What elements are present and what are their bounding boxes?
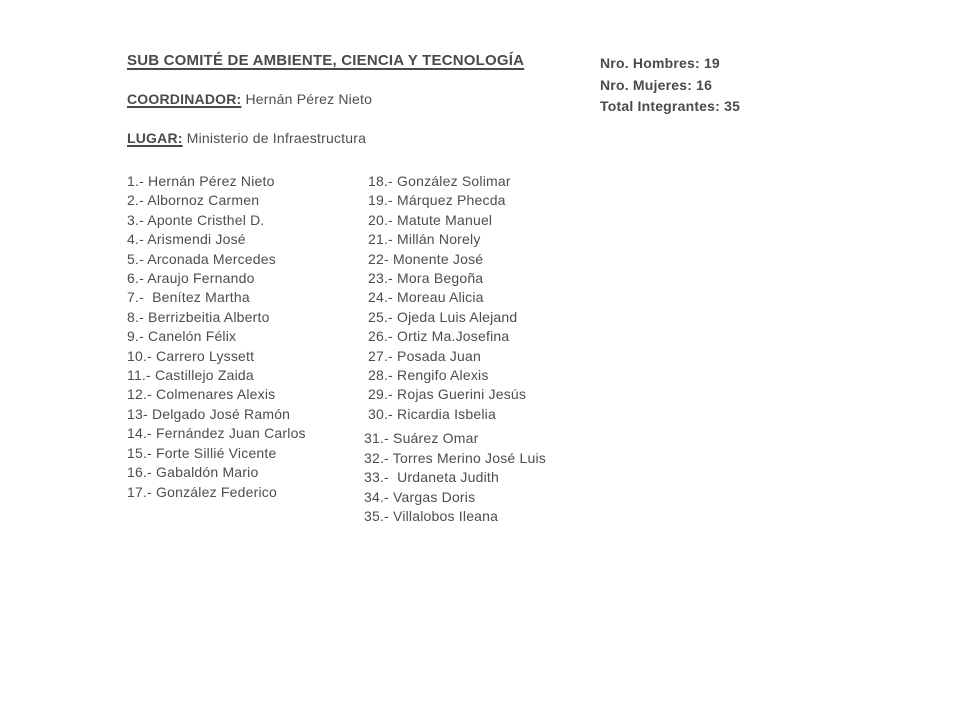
coordinator-label: COORDINADOR: [127, 91, 242, 107]
list-item-number: 11.- [127, 367, 151, 384]
list-item [364, 449, 546, 468]
list-item [127, 444, 306, 463]
stat-hombres-value: 19 [703, 55, 720, 71]
stat-total-value: 35 [724, 98, 741, 115]
list-item-name: Castillejo Zaida [154, 367, 254, 384]
list-item-number: 6.- [127, 270, 144, 287]
list-item-name: Ortiz Ma.Josefina [397, 328, 510, 345]
list-item-number: 17.- [127, 483, 152, 500]
list-item-name: Arismendi José [147, 231, 246, 248]
list-item-name: Carrero Lyssett [156, 347, 255, 364]
list-item-number: 32.- [364, 449, 389, 466]
list-item-number: 16.- [127, 464, 152, 481]
list-item [127, 366, 306, 385]
list-item-number: 15.- [127, 444, 152, 461]
list-item-number: 7.- [127, 289, 144, 306]
list-item-name: Millán Norely [397, 231, 481, 248]
list-item-name: Delgado José Ramón [151, 405, 291, 422]
list-item [127, 463, 306, 482]
list-item-name: Gabaldón Mario [156, 464, 259, 481]
members-column-left [127, 172, 306, 502]
list-item-name: González Federico [156, 483, 277, 500]
list-item-name: Forte Sillié Vicente [156, 444, 277, 461]
list-item-name: Ricardia Isbelia [397, 405, 496, 422]
list-item-number: 29.- [368, 386, 393, 403]
members-column-right [364, 172, 546, 526]
stat-mujeres-label: Nro. Mujeres: [600, 76, 693, 93]
list-item-name: Fernández Juan Carlos [156, 425, 306, 442]
list-item-number: 10.- [127, 347, 152, 364]
list-item-name: Ojeda Luis Alejand [397, 308, 518, 325]
list-item [368, 366, 546, 385]
list-item-name: Villalobos Ileana [393, 507, 499, 524]
list-item [127, 269, 306, 288]
list-item [127, 250, 306, 269]
list-item-number: 4.- [127, 231, 144, 248]
list-item [127, 327, 306, 346]
list-item [368, 211, 546, 230]
list-item [364, 429, 546, 448]
list-item-name: Urdaneta Judith [393, 469, 499, 486]
list-item-number: 33.- [364, 469, 389, 486]
list-item-number: 2.- [127, 192, 144, 209]
location-line [127, 130, 366, 146]
list-item-number: 34.- [364, 488, 389, 505]
list-item [368, 250, 546, 269]
stat-total [600, 96, 740, 118]
list-item-name: González Solimar [397, 173, 511, 189]
list-item [127, 483, 306, 502]
list-item-number: 23.- [368, 270, 393, 287]
list-item [368, 269, 546, 288]
list-item-number: 21.- [368, 231, 393, 248]
stat-total-label: Total Integrantes: [600, 98, 721, 115]
list-item-number: 22- [368, 250, 389, 267]
list-item-number: 24.- [368, 289, 393, 306]
list-item [127, 405, 306, 424]
list-item-number: 3.- [127, 211, 144, 228]
list-item-name: Torres Merino José Luis [392, 449, 546, 466]
stat-mujeres [600, 75, 740, 97]
list-item [127, 308, 306, 327]
list-item-name: Matute Manuel [397, 211, 493, 228]
list-item [364, 488, 546, 507]
list-item-name: Benítez Martha [148, 289, 250, 306]
stat-mujeres-value: 16 [696, 76, 713, 93]
list-item-number: 5.- [127, 250, 144, 267]
list-item [127, 288, 306, 307]
list-item-name: Vargas Doris [393, 488, 476, 505]
list-item [127, 385, 306, 404]
list-item-name: Rojas Guerini Jesús [397, 386, 527, 403]
list-item-name: Aponte Cristhel D. [147, 211, 265, 228]
list-item-name: Mora Begoña [397, 270, 484, 287]
list-item-number: 1.- [127, 173, 144, 189]
list-item [127, 347, 306, 366]
list-item-number: 25.- [368, 308, 393, 325]
list-item-name: Colmenares Alexis [156, 386, 276, 403]
list-item-name: Araujo Fernando [147, 270, 255, 287]
stats-block [600, 53, 740, 118]
list-item-number: 20.- [368, 211, 393, 228]
list-item-name: Albornoz Carmen [147, 192, 260, 209]
list-item [368, 308, 546, 327]
list-item [368, 347, 546, 366]
location-name: Ministerio de Infraestructura [186, 130, 367, 146]
list-item [368, 191, 546, 210]
list-item [368, 288, 546, 307]
list-item-number: 8.- [127, 308, 144, 325]
list-item [127, 211, 306, 230]
list-item-number: 19.- [368, 192, 393, 209]
page-title: SUB COMITÉ DE AMBIENTE, CIENCIA Y TECNOLOGÍA [127, 52, 525, 69]
stat-hombres [600, 53, 740, 75]
list-item-number: 18.- [368, 173, 393, 189]
list-item [364, 468, 546, 487]
list-item-number: 14.- [127, 425, 152, 442]
list-item [368, 405, 546, 424]
list-item [364, 507, 546, 526]
list-item-number: 31.- [364, 430, 389, 447]
list-item-name: Hernán Pérez Nieto [148, 173, 275, 189]
stat-hombres-label: Nro. Hombres: [600, 55, 700, 71]
list-item-name: Arconada Mercedes [147, 250, 276, 267]
list-item [368, 230, 546, 249]
list-item-name: Berrizbeitia Alberto [148, 308, 270, 325]
list-item-name: Canelón Félix [148, 328, 237, 345]
coordinator-name: Hernán Pérez Nieto [245, 91, 373, 107]
list-item [368, 327, 546, 346]
list-item-number: 26.- [368, 328, 393, 345]
list-item [127, 424, 306, 443]
list-item-number: 12.- [127, 386, 152, 403]
coordinator-line [127, 91, 372, 107]
list-item-number: 30.- [368, 405, 393, 422]
list-item [368, 385, 546, 404]
list-item-name: Moreau Alicia [397, 289, 484, 306]
list-item-name: Rengifo Alexis [397, 367, 489, 384]
list-item-name: Suárez Omar [393, 430, 479, 447]
list-item-name: Monente José [392, 250, 484, 267]
list-item [368, 172, 546, 191]
list-item-number: 9.- [127, 328, 144, 345]
list-item [127, 172, 306, 191]
list-item-name: Márquez Phecda [397, 192, 506, 209]
list-item-number: 27.- [368, 347, 393, 364]
list-item [127, 191, 306, 210]
list-item-number: 28.- [368, 367, 393, 384]
list-item-number: 13- [127, 405, 148, 422]
location-label: LUGAR: [127, 130, 183, 146]
list-item-name: Posada Juan [397, 347, 481, 364]
list-item-number: 35.- [364, 507, 389, 524]
list-item [127, 230, 306, 249]
